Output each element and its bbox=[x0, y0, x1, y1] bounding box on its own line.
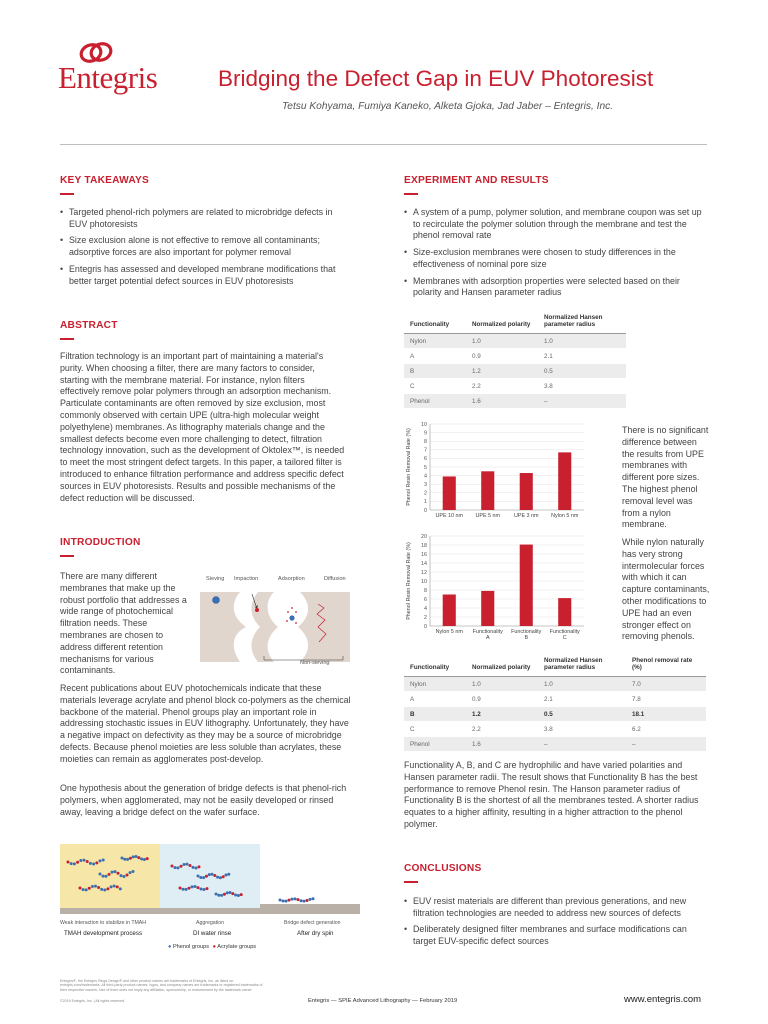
polymer-bead bbox=[285, 900, 288, 903]
mech-label-sieving: Sieving bbox=[206, 576, 225, 582]
process-legend bbox=[168, 944, 256, 950]
list-item: • EUV resist materials are different than previous generations, and new filtration technologies are needed to address new sources of defects bbox=[404, 896, 710, 919]
table-cell: 0.5 bbox=[538, 707, 626, 722]
polymer-bead bbox=[123, 875, 126, 878]
polymer-bead bbox=[85, 888, 88, 891]
polymer-bead bbox=[222, 875, 225, 878]
y-tick-label: 0 bbox=[424, 507, 427, 514]
y-tick-label: 2 bbox=[424, 614, 427, 621]
polymer-bead bbox=[126, 858, 129, 861]
intro-paragraph-1: There are many different membranes that make up the robust portfolio that addresses a wide range of photochemical filtration needs. These membranes are chosen to address different retention mechanisms for various contaminants. bbox=[60, 571, 187, 676]
polymer-bead bbox=[294, 897, 297, 900]
table-cell: C bbox=[404, 379, 466, 394]
y-tick-label: 4 bbox=[424, 473, 427, 480]
table-cell: 1.6 bbox=[466, 394, 538, 409]
polymer-bead bbox=[94, 885, 97, 888]
filtration-mechanisms-diagram bbox=[200, 572, 350, 672]
polymer-bead bbox=[240, 893, 243, 896]
x-tick-label: B bbox=[524, 635, 529, 641]
table-row-highlighted bbox=[404, 707, 706, 722]
functionality-bar-chart bbox=[400, 530, 588, 642]
process-caption-bottom-3: After dry spin bbox=[297, 930, 334, 937]
x-tick-label: Functionality bbox=[511, 629, 542, 635]
polymer-bead bbox=[106, 887, 109, 890]
polymer-bead bbox=[213, 874, 216, 877]
polymer-bead bbox=[102, 859, 105, 862]
polymer-bead bbox=[215, 893, 218, 896]
polymer-bead bbox=[79, 887, 82, 890]
table-cell: Phenol bbox=[404, 394, 466, 409]
list-item: • Membranes with adsorption properties were selected based on their polarity and Hansen parameter radius bbox=[404, 276, 704, 299]
polymer-bead bbox=[83, 859, 86, 862]
polymer-bead bbox=[171, 865, 174, 868]
particle-icon bbox=[212, 596, 220, 604]
table-header: Normalized polarity bbox=[466, 312, 538, 334]
polymer-bead bbox=[140, 857, 143, 860]
logo-text: Entegris bbox=[58, 60, 158, 95]
table-cell: – bbox=[626, 737, 706, 752]
polymer-bead bbox=[126, 874, 129, 877]
process-caption-top-1: Weak interaction to stabilize in TMAH bbox=[60, 920, 147, 926]
table-cell: C bbox=[404, 722, 466, 737]
conclusions-list bbox=[404, 896, 710, 953]
membrane-properties-table bbox=[404, 312, 626, 409]
polymer-bead bbox=[229, 891, 232, 894]
intro-paragraph-3: One hypothesis about the generation of bridge defects is that phenol-rich polymers, when agglomerated, may not be easily developed or rinsed away, leaving a bridge defect on the wafer surface. bbox=[60, 783, 347, 817]
table-cell: 2.2 bbox=[466, 379, 538, 394]
polymer-bead bbox=[137, 856, 140, 859]
table-cell: 18.1 bbox=[626, 707, 706, 722]
y-tick-label: 6 bbox=[424, 596, 427, 603]
non-sieving-label: Non-sieving bbox=[300, 660, 330, 666]
x-tick-label: C bbox=[562, 635, 567, 641]
table-cell: 1.2 bbox=[466, 707, 538, 722]
polymer-bead bbox=[132, 870, 135, 873]
chart2-caption: While nylon naturally has very strong intermolecular forces with which it can capture contaminants, other modifications to UPE had an even stronger effect on removing phenols. bbox=[622, 537, 710, 642]
polymer-bead bbox=[200, 887, 203, 890]
table-row bbox=[404, 364, 626, 379]
chart1-caption: There is no significant difference between the results from UPE membranes with different pore sizes. The highest phenol removal level was from a nylon membrane. bbox=[622, 425, 709, 530]
table-cell: 0.9 bbox=[466, 692, 538, 707]
table-cell: 1.6 bbox=[466, 737, 538, 752]
experiment-heading: EXPERIMENT AND RESULTS bbox=[404, 175, 549, 186]
table-cell: Nylon bbox=[404, 334, 466, 349]
key-takeaways-heading: KEY TAKEAWAYS bbox=[60, 175, 150, 186]
polymer-bead bbox=[288, 899, 291, 902]
polymer-bead bbox=[91, 885, 94, 888]
polymer-bead bbox=[143, 858, 146, 861]
polymer-bead bbox=[117, 872, 120, 875]
polymer-bead bbox=[195, 866, 198, 869]
polymer-bead bbox=[105, 875, 108, 878]
heading-accent bbox=[404, 881, 418, 883]
y-tick-label: 8 bbox=[424, 439, 427, 445]
mechanisms-illustration bbox=[200, 572, 350, 672]
table-row bbox=[404, 349, 626, 364]
phenol-dot-icon: ● bbox=[168, 944, 172, 950]
introduction-heading: INTRODUCTION bbox=[60, 537, 141, 548]
table-row bbox=[404, 737, 706, 752]
polymer-bead bbox=[89, 862, 92, 865]
table-row bbox=[404, 692, 706, 707]
polymer-bead bbox=[223, 893, 226, 896]
mech-label-diffusion: Diffusion bbox=[324, 576, 346, 582]
footer-url[interactable]: www.entegris.com bbox=[624, 994, 702, 1005]
y-tick-label: 2 bbox=[424, 490, 427, 497]
trademark-fine-print: Entegris®, the Entegris Rings Design® and other product names are trademarks of Entegris, Inc. as listed on entegris.com/trademarks. All third-party product names, logos, and company names are trademarks or registered trademarks of their respective owners. Use of them does not imply any affiliation, sponsorship, or endorsement by the trademark owner. bbox=[60, 979, 263, 992]
y-tick-label: 10 bbox=[421, 578, 427, 585]
polymer-bead bbox=[194, 885, 197, 888]
polymer-bead bbox=[220, 894, 223, 897]
polymer-bead bbox=[198, 865, 201, 868]
polymer-bead bbox=[234, 893, 237, 896]
polymer-bead bbox=[146, 857, 149, 860]
legend-phenol: Phenol groups bbox=[172, 944, 210, 950]
polymer-bead bbox=[306, 899, 309, 902]
abstract-text: Filtration technology is an important part of maintaining a material's purity. When choosing a filter, there are many factors to consider, starting with the membrane material. For instance, nylon filters effectively remove polar polymers through an adsorption mechanism. Particulate contaminants are often removed by size exclusion, most commonly observed with certain UPE (ultra-high molecular weight polyethylene) membranes. As lithography materials change and the smallest defects become even more challenging to detect, filtration technology innovation, such as the development of Oktolex™, is needed to meet the most stringent defect targets. In this paper, a tailored filter is introduced to enhance filtration performance and address specific defect sources in EUV photoresists. Results and possible mechanisms of the defect reduction will be discussed. bbox=[60, 351, 345, 503]
bar bbox=[481, 471, 494, 510]
polymer-bead bbox=[297, 898, 300, 901]
x-tick-label: A bbox=[485, 635, 490, 641]
x-tick-label: UPE 10 nm bbox=[435, 513, 464, 519]
intro-paragraph-2: Recent publications about EUV photochemicals indicate that these materials leverage acrylate and phenol block co-polymers as the chemical backbone of the material. Phenol groups play an important role in addressing stochastic issues in EUV lithography. Unfortunately, they have a negative impact on defectivity as they may be a source of microbridge defects. Because phenol moieties are less soluble than acrylates, these moieties can remain as agglomerates post-develop. bbox=[60, 683, 351, 764]
x-tick-label: Nylon 5 nm bbox=[551, 513, 579, 519]
list-item: • Entegris has assessed and developed membrane modifications that better target potential defect sources in EUV photoresists bbox=[60, 264, 350, 287]
table-header: Functionality bbox=[404, 312, 466, 334]
list-item: • Targeted phenol-rich polymers are related to microbridge defects in EUV photoresists bbox=[60, 207, 350, 230]
polymer-bead bbox=[123, 858, 126, 861]
polymer-bead bbox=[110, 885, 113, 888]
upe-vs-nylon-bar-chart bbox=[400, 418, 588, 526]
polymer-bead bbox=[197, 886, 200, 889]
y-tick-label: 6 bbox=[424, 456, 427, 463]
table-cell: 1.2 bbox=[466, 364, 538, 379]
table-cell: 3.8 bbox=[538, 722, 626, 737]
polymer-bead bbox=[100, 888, 103, 891]
polymer-bead bbox=[108, 873, 111, 876]
table-cell: A bbox=[404, 692, 466, 707]
polymer-bead bbox=[113, 885, 116, 888]
polymer-bead bbox=[180, 865, 183, 868]
y-tick-label: 14 bbox=[421, 560, 427, 567]
y-tick-label: 10 bbox=[421, 421, 427, 428]
polymer-bead bbox=[88, 887, 91, 890]
list-item: • Deliberately designed filter membranes and surface modifications can target EUV-specific defect sources bbox=[404, 924, 710, 947]
polymer-bead bbox=[216, 876, 219, 879]
list-item: • A system of a pump, polymer solution, and membrane coupon was set up to recirculate the polymer solution through the membrane and test the phenol removal rate bbox=[404, 207, 704, 242]
polymer-bead bbox=[191, 885, 194, 888]
table-row bbox=[404, 379, 626, 394]
table-cell: 7.0 bbox=[626, 677, 706, 692]
polymer-bead bbox=[70, 862, 73, 865]
y-tick-label: 9 bbox=[424, 430, 427, 437]
bar bbox=[443, 476, 456, 510]
polymer-bead bbox=[199, 876, 202, 879]
polymer-bead bbox=[119, 887, 122, 890]
polymer-bead bbox=[189, 864, 192, 867]
polymer-bead bbox=[95, 861, 98, 864]
polymer-bead bbox=[225, 874, 228, 877]
table-cell: – bbox=[538, 394, 626, 409]
polymer-bead bbox=[217, 894, 220, 897]
legend-acrylate: Acrylate groups bbox=[217, 944, 257, 950]
polymer-bead bbox=[135, 855, 138, 858]
table-header: Functionality bbox=[404, 655, 466, 677]
polymer-bead bbox=[208, 873, 211, 876]
y-axis-label: Phenol Resin Removal Rate (%) bbox=[406, 428, 412, 506]
y-tick-label: 7 bbox=[424, 447, 427, 454]
mech-label-adsorption: Adsorption bbox=[278, 576, 305, 582]
y-tick-label: 1 bbox=[424, 499, 427, 506]
table-cell: 2.2 bbox=[466, 722, 538, 737]
polymer-bead bbox=[102, 875, 105, 878]
table-cell: Phenol bbox=[404, 737, 466, 752]
polymer-bead bbox=[67, 861, 70, 864]
abstract-heading: ABSTRACT bbox=[60, 320, 118, 331]
process-caption-top-3: Bridge defect generation bbox=[284, 920, 341, 926]
polymer-bead bbox=[86, 860, 89, 863]
mech-label-impaction: Impaction bbox=[234, 576, 259, 582]
y-tick-label: 18 bbox=[421, 542, 427, 549]
polymer-bead bbox=[82, 888, 85, 891]
polymer-bead bbox=[103, 888, 106, 891]
polymer-bead bbox=[219, 876, 222, 879]
table-cell: 0.5 bbox=[538, 364, 626, 379]
polymer-bead bbox=[177, 866, 180, 869]
header-divider bbox=[60, 144, 707, 145]
key-takeaways-list bbox=[60, 207, 350, 292]
copyright: ©2019 Entegris, Inc. | All rights reserved. bbox=[60, 999, 126, 1003]
table-cell: 0.9 bbox=[466, 349, 538, 364]
y-tick-label: 5 bbox=[424, 464, 427, 471]
polymer-bead bbox=[282, 900, 285, 903]
polymer-bead bbox=[129, 871, 132, 874]
polymer-bead bbox=[211, 873, 214, 876]
table-cell: 2.1 bbox=[538, 692, 626, 707]
polymer-bead bbox=[174, 866, 177, 869]
polymer-bead bbox=[111, 871, 114, 874]
polymer-bead bbox=[231, 892, 234, 895]
polymer-bead bbox=[116, 885, 119, 888]
x-tick-label: Functionality bbox=[472, 629, 503, 635]
table-cell: 3.8 bbox=[538, 379, 626, 394]
polymer-bead bbox=[197, 875, 200, 878]
heading-accent bbox=[60, 193, 74, 195]
x-tick-label: Functionality bbox=[549, 629, 580, 635]
bar bbox=[520, 545, 533, 626]
polymer-bead bbox=[206, 887, 209, 890]
y-tick-label: 16 bbox=[421, 551, 427, 558]
process-caption-bottom-1: TMAH development process bbox=[64, 930, 143, 937]
polymer-bead bbox=[203, 888, 206, 891]
table-cell: A bbox=[404, 349, 466, 364]
polymer-bead bbox=[73, 862, 76, 865]
polymer-bead bbox=[300, 899, 303, 902]
polymer-bead bbox=[227, 873, 230, 876]
process-caption-bottom-2: DI water rinse bbox=[193, 930, 232, 937]
polymer-bead bbox=[132, 855, 135, 858]
table-header: Normalized Hansen parameter radius bbox=[538, 655, 626, 677]
y-axis-label: Phenol Resin Removal Rate (%) bbox=[406, 542, 412, 620]
polymer-bead bbox=[129, 857, 132, 860]
bar bbox=[558, 598, 571, 626]
polymer-bead bbox=[192, 866, 195, 869]
list-item: • Size exclusion alone is not effective to remove all contaminants; adsorptive forces are also important for polymer removal bbox=[60, 235, 350, 258]
x-tick-label: Nylon 5 nm bbox=[435, 629, 463, 635]
experiment-list bbox=[404, 207, 704, 304]
acrylate-dot-icon: ● bbox=[212, 944, 216, 950]
heading-accent bbox=[404, 193, 418, 195]
authors: Tetsu Kohyama, Fumiya Kaneko, Alketa Gjoka, Jad Jaber – Entegris, Inc. bbox=[282, 101, 614, 112]
table-cell: 1.0 bbox=[466, 677, 538, 692]
polymer-bead bbox=[179, 887, 182, 890]
y-tick-label: 4 bbox=[424, 605, 427, 612]
table-header: Normalized Hansen parameter radius bbox=[538, 312, 626, 334]
table-row bbox=[404, 394, 626, 409]
x-tick-label: UPE 5 nm bbox=[475, 513, 501, 519]
polymer-bead bbox=[76, 861, 79, 864]
polymer-bead bbox=[186, 863, 189, 866]
polymer-bead bbox=[226, 891, 229, 894]
process-illustration bbox=[60, 844, 360, 920]
conclusions-heading: CONCLUSIONS bbox=[404, 863, 482, 874]
table-cell: Nylon bbox=[404, 677, 466, 692]
table-header: Normalized polarity bbox=[466, 655, 538, 677]
bar bbox=[443, 595, 456, 627]
heading-accent bbox=[60, 338, 74, 340]
table-cell: B bbox=[404, 364, 466, 379]
table-cell: 6.2 bbox=[626, 722, 706, 737]
polymer-bead bbox=[303, 900, 306, 903]
bar bbox=[481, 591, 494, 626]
table-row bbox=[404, 334, 626, 349]
polymer-bead bbox=[309, 898, 312, 901]
polymer-bead bbox=[99, 873, 102, 876]
polymer-bead bbox=[185, 888, 188, 891]
y-tick-label: 12 bbox=[421, 569, 427, 576]
page-title: Bridging the Defect Gap in EUV Photoresist bbox=[218, 66, 654, 91]
table-header: Phenol removal rate (%) bbox=[626, 655, 706, 677]
table-cell: 1.0 bbox=[466, 334, 538, 349]
results-text: Functionality A, B, and C are hydrophilic and have varied polarities and Hansen parameter radii. The result shows that Functionality B has the best performance to remove Phenol resin. The Hanson parameter radius of Functionality B is the shortest of all the membranes tested. A shorter radius equates to a higher affinity, resulting in a higher attraction to the phenol polymer. bbox=[404, 760, 699, 829]
polymer-bead bbox=[202, 876, 205, 879]
table-cell: 2.1 bbox=[538, 349, 626, 364]
polymer-bead bbox=[79, 859, 82, 862]
y-tick-label: 8 bbox=[424, 587, 427, 594]
y-tick-label: 3 bbox=[424, 482, 427, 488]
polymer-bead bbox=[97, 886, 100, 889]
heading-accent bbox=[60, 555, 74, 557]
process-caption-top-2: Aggregation bbox=[196, 920, 224, 926]
polymer-bead bbox=[120, 874, 123, 877]
y-tick-label: 20 bbox=[421, 533, 427, 540]
table-row bbox=[404, 722, 706, 737]
table-cell: 1.0 bbox=[538, 677, 626, 692]
polymer-bead bbox=[99, 859, 102, 862]
polymer-bead bbox=[188, 887, 191, 890]
polymer-bead bbox=[291, 898, 294, 901]
table-cell: 1.0 bbox=[538, 334, 626, 349]
removal-rate-table bbox=[404, 655, 706, 752]
x-tick-label: UPE 3 nm bbox=[513, 513, 539, 519]
bar bbox=[558, 452, 571, 510]
polymer-bead bbox=[279, 899, 282, 902]
polymer-bead bbox=[182, 888, 185, 891]
table-row bbox=[404, 677, 706, 692]
table-cell: B bbox=[404, 707, 466, 722]
bridge-defect-process-diagram bbox=[60, 844, 360, 954]
table-cell: – bbox=[538, 737, 626, 752]
polymer-bead bbox=[92, 862, 95, 865]
table-cell: 7.8 bbox=[626, 692, 706, 707]
bar bbox=[520, 473, 533, 510]
polymer-bead bbox=[237, 894, 240, 897]
polymer-bead bbox=[121, 857, 124, 860]
y-tick-label: 0 bbox=[424, 623, 427, 630]
polymer-bead bbox=[312, 897, 315, 900]
footer-event: Entegris — SPIE Advanced Lithography — February 2019 bbox=[308, 998, 458, 1004]
polymer-bead bbox=[114, 870, 117, 873]
polymer-bead bbox=[205, 875, 208, 878]
polymer-bead bbox=[183, 863, 186, 866]
list-item: • Size-exclusion membranes were chosen to study differences in the effectiveness of nominal pore size bbox=[404, 247, 704, 270]
